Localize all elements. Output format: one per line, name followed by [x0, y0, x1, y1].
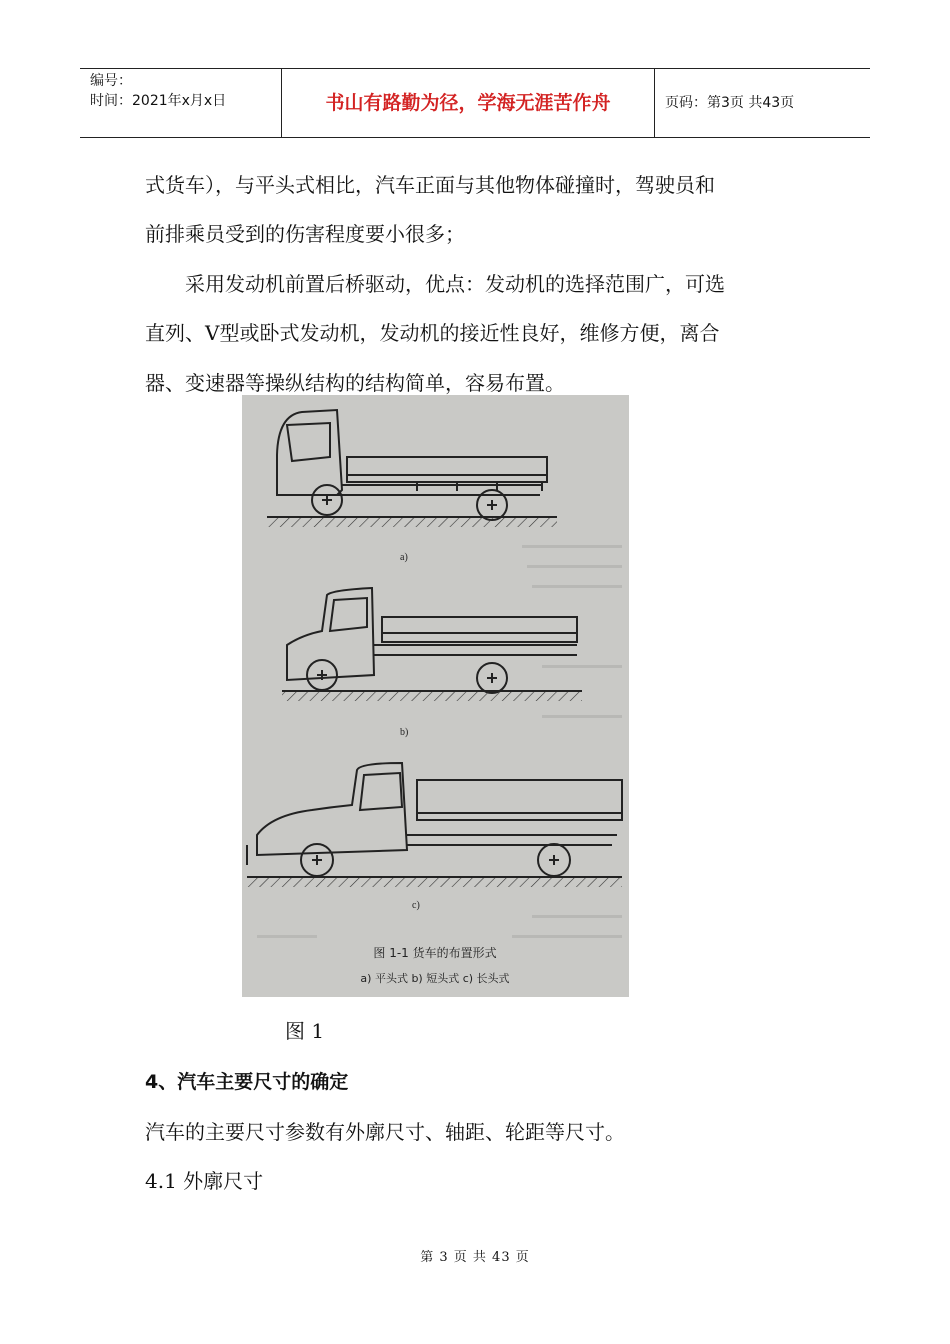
page-header [80, 68, 870, 138]
header-motto: 书山有路勤为径，学海无涯苦作舟 [325, 92, 611, 114]
subsection-heading: 4.1 外廓尺寸 [145, 1169, 264, 1193]
paragraph-line: 器、变速器等操纵结构的结构简单，容易布置。 [145, 371, 565, 395]
section-text: 汽车的主要尺寸参数有外廓尺寸、轴距、轮距等尺寸。 [145, 1120, 625, 1144]
truck-c-drawing [247, 763, 622, 876]
subfig-c-label: c) [412, 900, 420, 911]
truck-drawings [242, 395, 629, 997]
header-divider [654, 69, 655, 137]
figure-legend: a) 平头式 b) 短头式 c) 长头式 [360, 972, 510, 985]
section-heading: 4、汽车主要尺寸的确定 [145, 1071, 349, 1093]
paragraph-line: 前排乘员受到的伤害程度要小很多； [145, 222, 465, 246]
header-meta [90, 71, 226, 111]
paragraph-line: 式货车），与平头式相比，汽车正面与其他物体碰撞时，驾驶员和 [145, 173, 715, 197]
subfig-a-label: a) [400, 552, 408, 563]
number-label: 编号： [90, 73, 132, 89]
paragraph-line: 采用发动机前置后桥驱动，优点：发动机的选择范围广，可选 [145, 272, 725, 296]
figure-title: 图 1-1 货车的布置形式 [373, 946, 497, 960]
truck-b-drawing [287, 588, 577, 693]
truck-a-drawing [277, 410, 547, 520]
figure-label: 图 1 [285, 1019, 325, 1043]
time-label: 时间：2021年x月x日 [90, 93, 227, 109]
header-page-info: 页码：第3页 共43页 [665, 95, 795, 111]
truck-layout-figure [242, 395, 629, 997]
paragraph-line: 直列、V型或卧式发动机，发动机的接近性良好，维修方便，离合 [145, 321, 720, 345]
page-footer: 第 3 页 共 43 页 [420, 1250, 530, 1265]
subfig-b-label: b) [400, 727, 409, 738]
